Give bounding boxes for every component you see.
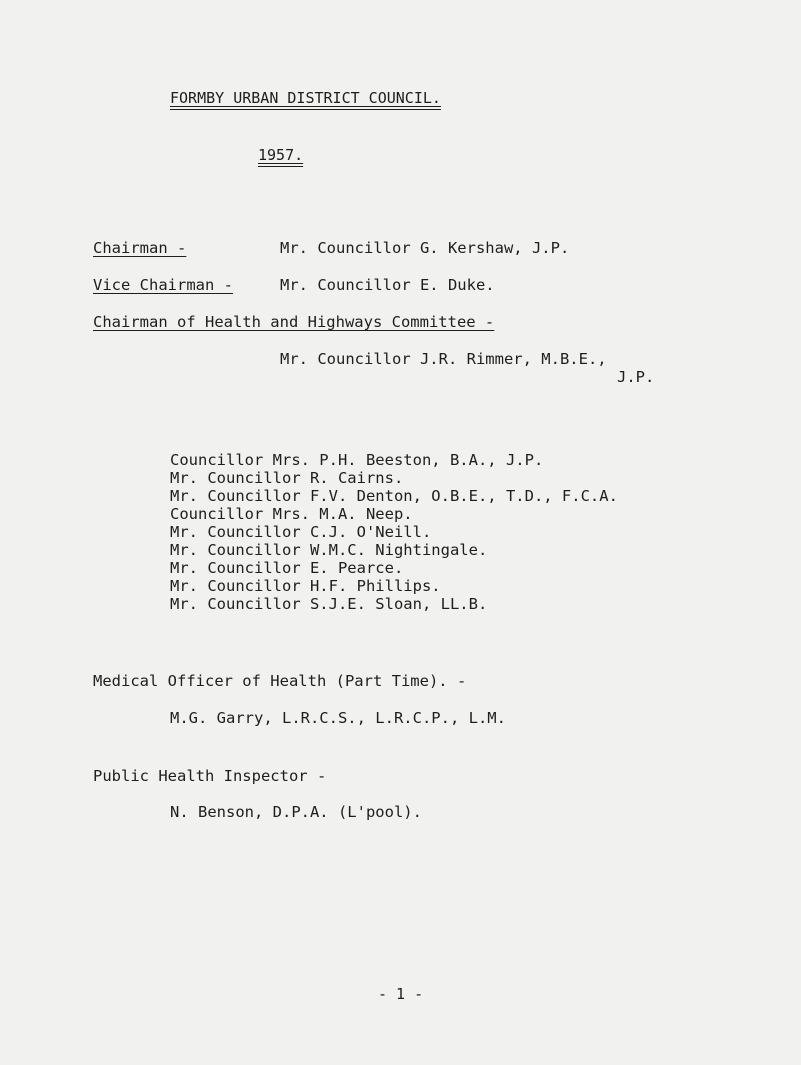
councillor-entry: Councillor Mrs. P.H. Beeston, B.A., J.P. [170,451,544,469]
councillor-entry: Mr. Councillor R. Cairns. [170,469,404,487]
councillor-entry: Mr. Councillor C.J. O'Neill. [170,523,432,541]
page-number: - 1 - [378,985,424,1003]
document-year: 1957. [258,146,304,164]
medical-officer-name: M.G. Garry, L.R.C.S., L.R.C.P., L.M. [170,709,506,727]
councillor-entry: Mr. Councillor H.F. Phillips. [170,577,441,595]
health-highways-chair-name-line1: Mr. Councillor J.R. Rimmer, M.B.E., [280,350,607,368]
vice-chairman-name: Mr. Councillor E. Duke. [280,276,495,294]
councillor-entry: Mr. Councillor W.M.C. Nightingale. [170,541,488,559]
councillor-entry: Councillor Mrs. M.A. Neep. [170,505,413,523]
chairman-label: Chairman - [93,239,187,257]
health-inspector-label: Public Health Inspector - [93,767,327,785]
medical-officer-label: Medical Officer of Health (Part Time). - [93,672,467,690]
vice-chairman-label: Vice Chairman - [93,276,233,294]
health-inspector-name: N. Benson, D.P.A. (L'pool). [170,803,422,821]
health-highways-chair-label: Chairman of Health and Highways Committee - [93,313,495,331]
document-title: FORMBY URBAN DISTRICT COUNCIL. [170,89,441,107]
health-highways-chair-name-line2: J.P. [617,368,655,386]
councillor-entry: Mr. Councillor S.J.E. Sloan, LL.B. [170,595,488,613]
councillor-entry: Mr. Councillor F.V. Denton, O.B.E., T.D., F.C.A. [170,487,618,505]
chairman-name: Mr. Councillor G. Kershaw, J.P. [280,239,570,257]
councillor-entry: Mr. Councillor E. Pearce. [170,559,404,577]
